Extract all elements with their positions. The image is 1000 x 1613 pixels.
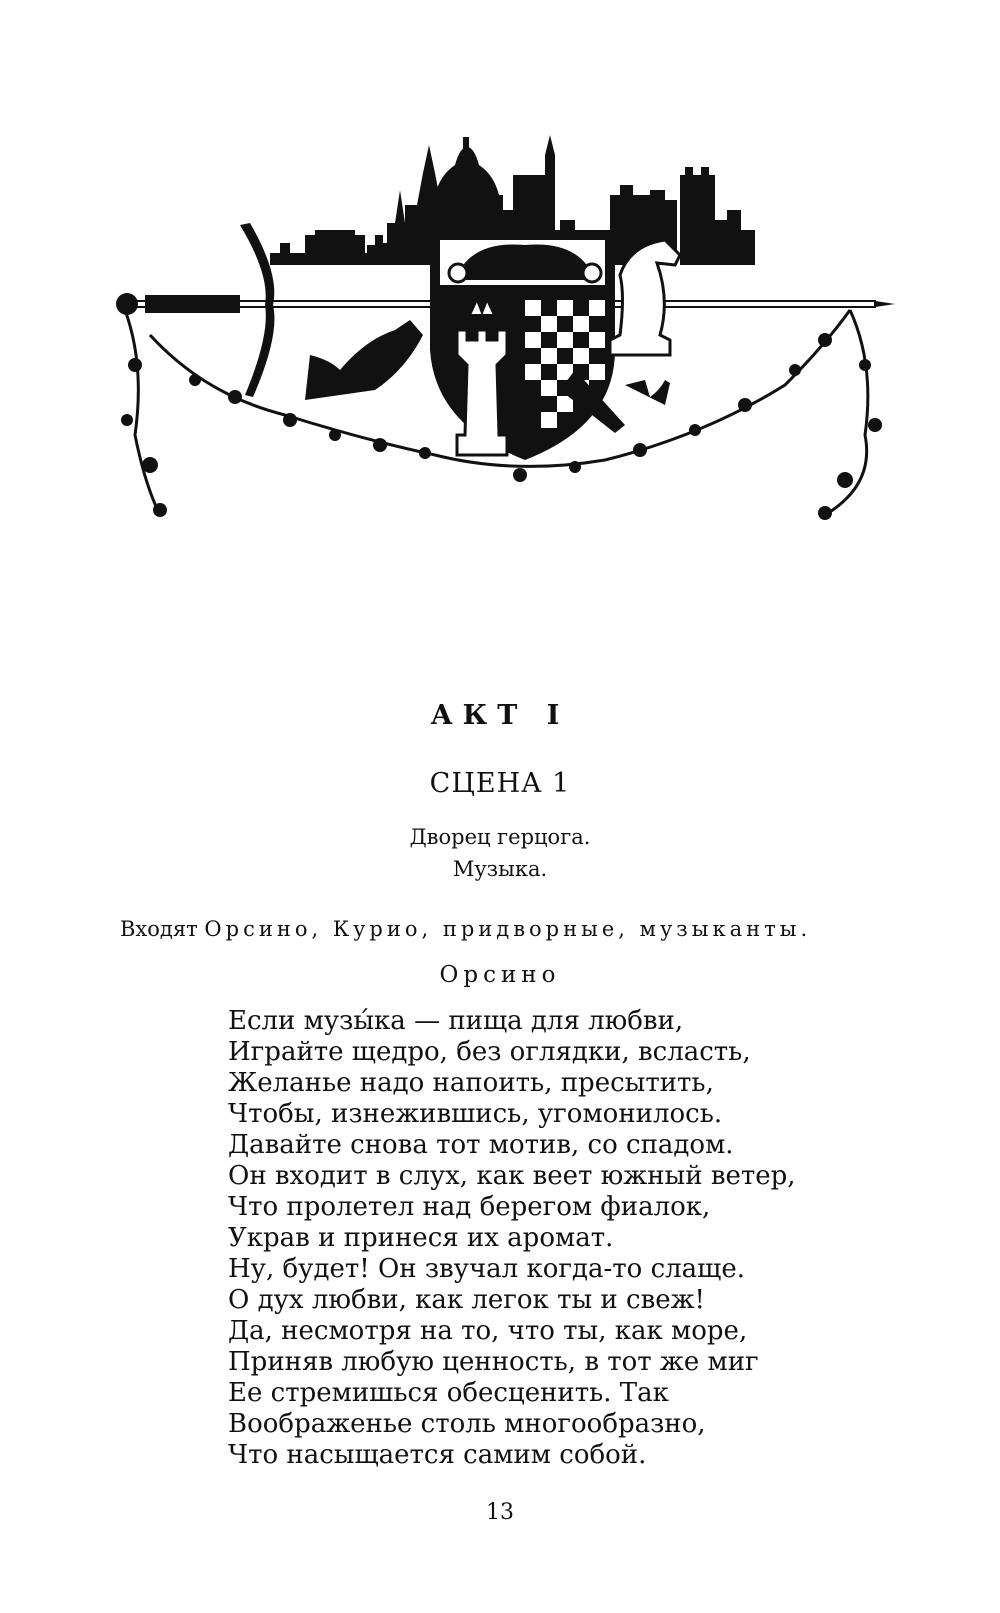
verse-block [228, 1006, 796, 1471]
verse-line: О дух любви, как легок ты и свеж! [228, 1285, 705, 1315]
verse-line: Чтобы, изнежившись, угомонилось. [228, 1099, 723, 1129]
verse-line: Он входит в слух, как веет южный ветер, [228, 1161, 796, 1191]
scene-setting-place: Дворец герцога. [409, 825, 591, 849]
verse-line: Желанье надо напоить, пресытить, [228, 1068, 714, 1098]
verse-line: Воображенье столь многообразно, [228, 1409, 706, 1439]
stage-direction-verb: Входят [120, 917, 198, 941]
verse-line: Играйте щедро, без оглядки, всласть, [228, 1037, 751, 1067]
verse-line: Что насыщается самим собой. [228, 1440, 647, 1470]
scene-setting-music: Музыка. [452, 857, 548, 881]
verse-line: Да, несмотря на то, что ты, как море, [228, 1316, 748, 1346]
verse-line: Давайте снова тот мотив, со спадом. [228, 1130, 734, 1160]
stage-direction-characters: Орсино, Курио, придворные, музыканты. [204, 917, 812, 941]
verse-line: Украв и принеся их аромат. [228, 1223, 614, 1253]
verse-line: Ну, будет! Он звучал когда-то слаще. [228, 1254, 745, 1284]
verse-line: Приняв любую ценность, в тот же миг [228, 1347, 759, 1377]
verse-line: Ее стремишься обесценить. Так [228, 1378, 669, 1408]
scene-title: СЦЕНА 1 [429, 768, 571, 799]
verse-line: Что пролетел над берегом фиалок, [228, 1192, 711, 1222]
decorative-vignette [105, 135, 905, 545]
stage-direction [120, 917, 920, 941]
verse-line: Если музы́ка — пища для любви, [228, 1006, 684, 1036]
page-number: 13 [486, 1500, 514, 1525]
act-title: АКТ I [430, 700, 570, 731]
speaker-name: Орсино [439, 962, 561, 988]
